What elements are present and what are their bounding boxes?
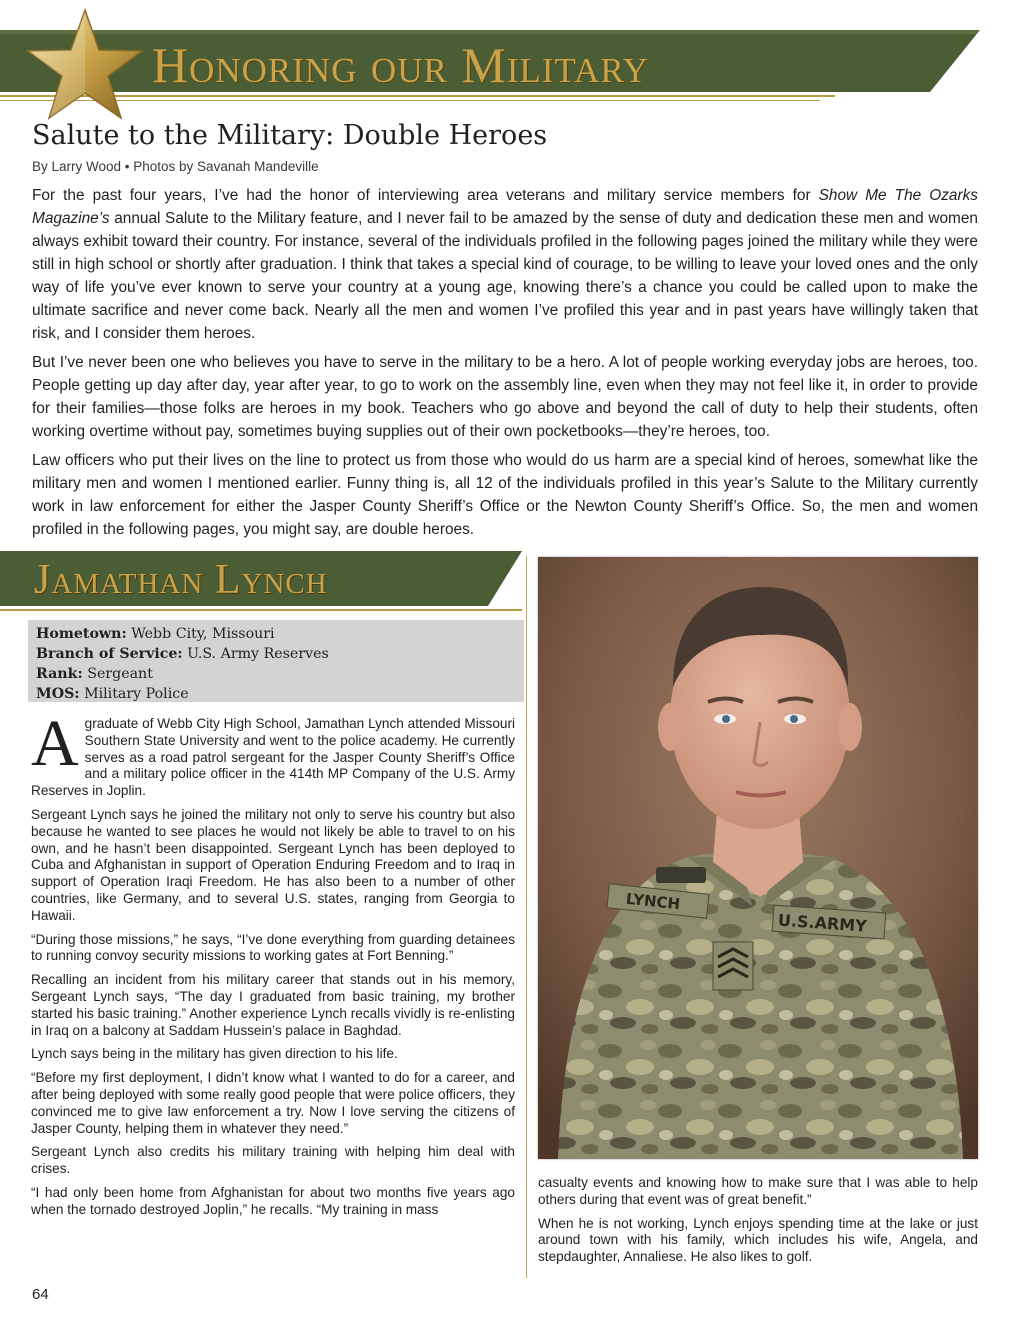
profile-facts-box	[28, 620, 524, 702]
gold-star-icon	[25, 8, 145, 123]
fact-rank: Rank: Sergeant	[36, 666, 153, 682]
fact-branch: Branch of Service: U.S. Army Reserves	[36, 646, 329, 662]
profile-name: Jamathan Lynch	[34, 557, 328, 603]
intro-text	[32, 184, 978, 547]
body-paragraph: Recalling an incident from his military career that stands out in his memory, Sergeant Lynch says, “The day I graduated from basic training, my brother started his basic training.” Another experience Lynch recalls vividly is re-enlisting in Iraq on a balcony at Saddam Hussein’s palace in Baghdad.	[31, 972, 515, 1038]
page-number: 64	[32, 1286, 49, 1303]
body-paragraph: “Before my first deployment, I didn’t know what I wanted to do for a career, and after being deployed with some really good people that were police officers, they convinced me to give law enforcement a try. Now I love serving the citizens of Jasper County, helping them in whatever they need.”	[31, 1070, 515, 1136]
body-paragraph: Sergeant Lynch says he joined the military not only to serve his country but also because he wanted to see places he would not likely be able to travel to on his own, and he hasn’t been disappointed. Sergeant Lynch has been deployed to Cuba and Afghanistan in support of Operation Enduring Freedom and to Iraq in support of Operation Iraqi Freedom. He has also been to a number of other countries, like Germany, and to several U.S. states, ranging from Georgia to Hawaii.	[31, 806, 515, 923]
profile-body-left	[31, 707, 515, 1226]
byline: By Larry Wood • Photos by Savanah Mandeville	[32, 159, 319, 174]
body-paragraph: “I had only been home from Afghanistan for about two months five years ago when the tornado destroyed Joplin,” he recalls. “My training in mass	[31, 1184, 515, 1217]
body-paragraph: Lynch says being in the military has given direction to his life.	[31, 1046, 398, 1062]
body-paragraph: When he is not working, Lynch enjoys spending time at the lake or just around town with his family, which includes his wife, Angela, and stepdaughter, Annaliese. He also likes to golf.	[538, 1215, 978, 1265]
name-tape-text: LYNCH	[625, 889, 681, 914]
fact-mos: MOS: Military Police	[36, 686, 189, 702]
intro-paragraph-3: Law officers who put their lives on the line to protect us from those who would do us harm are a special kind of heroes, somewhat like the military men and women I mentioned earlier. Funny thing is, all 12 of the individuals profiled in this year’s Salute to the Military currently work in law enforcement for either the Jasper County Sheriff’s Office or the Newton County Sheriff’s Office. So, the men and women profiled in the following pages, you might say, are double heroes.	[32, 452, 978, 538]
body-paragraph: Agraduate of Webb City High School, Jamathan Lynch attended Missouri Southern State University and went to the police academy. He currently serves as a road patrol sergeant for the Jasper County Sheriff’s Office and a military police officer in the 414th MP Company of the U.S. Army Reserves in Joplin.	[31, 707, 515, 799]
profile-body-right	[538, 1175, 978, 1273]
body-paragraph: “During those missions,” he says, “I’ve done everything from guarding detainees to running convoy security missions to working gates at Fort Benning.”	[31, 931, 515, 964]
body-paragraph: Sergeant Lynch also credits his military training with helping him deal with crises.	[31, 1144, 515, 1177]
drop-cap: A	[31, 707, 79, 780]
magazine-name: Show Me The Ozarks Magazine’s	[32, 187, 978, 227]
article-title: Salute to the Military: Double Heroes	[32, 120, 548, 151]
fact-hometown: Hometown: Webb City, Missouri	[36, 626, 275, 642]
intro-paragraph-1: For the past four years, I’ve had the honor of interviewing area veterans and military service members for Show Me The Ozarks Magazine’s annual Salute to the Military feature, and I never fail to be amazed by the sense of duty and dedication these men and women always exhibit toward their country. For instance, several of the individuals profiled in the following pages joined the military while they were still in high school or shortly after graduation. I think that takes a special kind of courage, to be willing to leave your loved ones and the only way of life you’ve ever known to serve your country at a young age, knowing there’s a chance you could be called upon to make the ultimate sacrifice and never come back. Nearly all the men and women I’ve profiled this year and in past years have willingly taken that risk, and I consider them heroes.	[32, 187, 978, 342]
branch-tape-text: U.S.ARMY	[777, 910, 868, 936]
profile-gold-rule	[0, 609, 522, 611]
portrait-photo	[538, 557, 978, 1159]
body-paragraph: casualty events and knowing how to make sure that I was able to help others during that event was of great benefit.”	[538, 1175, 978, 1207]
intro-paragraph-2: But I’ve never been one who believes you have to serve in the military to be a hero. A lot of people working everyday jobs are heroes, too. People getting up day after day, year after year, to go to work on the assembly line, even when they may not feel like it, in order to provide for their families—those folks are heroes in my book. Teachers who go above and beyond the call of duty to help their students, often working overtime without pay, sometimes buying supplies out of their own pocketbooks—they’re heroes, too.	[32, 354, 978, 440]
column-divider	[526, 556, 527, 1278]
header-title: Honoring our Military	[152, 37, 650, 93]
